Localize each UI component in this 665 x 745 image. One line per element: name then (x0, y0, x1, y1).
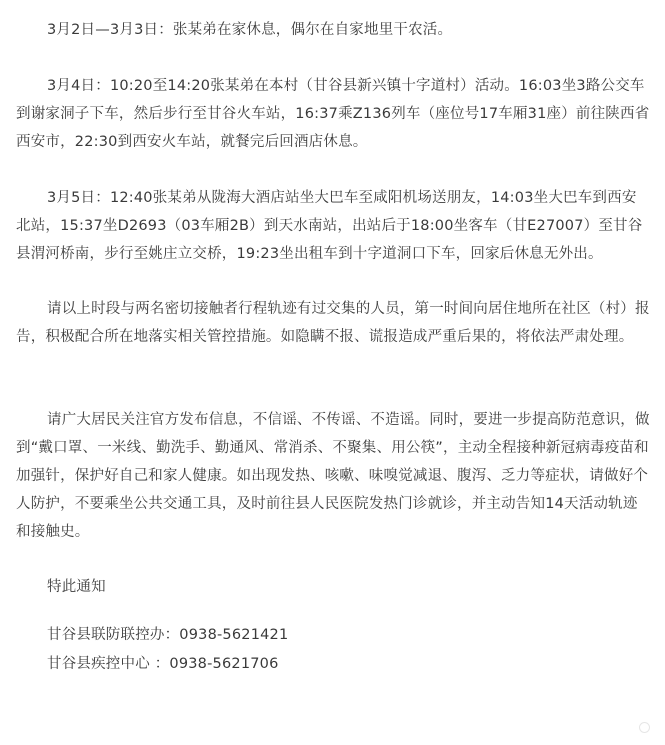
itinerary-mar4: 3月4日：10:20至14:20张某弟在本村（甘谷县新兴镇十字道村）活动。16:03坐3路公交车到谢家洞子下车，然后步行至甘谷火车站，16:37乘Z136列车（座位号17车厢31座）前往陕西省西安市，22:30到西安火车站，就餐完后回酒店休息。 (16, 78, 650, 150)
notice-closing: 特此通知 (47, 579, 106, 595)
contact-cdc: 甘谷县疾控中心 ：0938-5621706 (47, 656, 279, 672)
watermark-logo-icon (639, 722, 650, 733)
itinerary-mar5: 3月5日：12:40张某弟从陇海大酒店站坐大巴车至咸阳机场送朋友，14:03坐大巴车到西安北站，15:37坐D2693（03车厢2B）到天水南站，出站后于18:00坐客车（甘E27007）至甘谷县渭河桥南，步行至姚庄立交桥，19:23坐出租车到十字道洞口下车，回家后休息无外出。 (16, 190, 643, 262)
prevention-advice-paragraph: 请广大居民关注官方发布信息，不信谣、不传谣、不造谣。同时，要进一步提高防范意识，做到“戴口罩、一米线、勤洗手、勤通风、常消杀、不聚集、用公筷”，主动全程接种新冠病毒疫苗和加强针，保护好自己和家人健康。如出现发热、咳嗽、味嗅觉减退、腹泻、乏力等症状，请做好个人防护，不要乘坐公共交通工具，及时前往县人民医院发热门诊就诊，并主动告知14天活动轨迹和接触史。 (16, 412, 650, 540)
itinerary-mar2-3: 3月2日—3月3日：张某弟在家休息，偶尔在自家地里干农活。 (47, 22, 453, 38)
contact-joint-control-office: 甘谷县联防联控办：0938-5621421 (47, 627, 289, 643)
watermark (639, 722, 655, 733)
reporting-request-paragraph: 请以上时段与两名密切接触者行程轨迹有过交集的人员，第一时间向居住地所在社区（村）报告，积极配合所在地落实相关管控措施。如隐瞒不报、谎报造成严重后果的，将依法严肃处理。 (16, 301, 650, 345)
